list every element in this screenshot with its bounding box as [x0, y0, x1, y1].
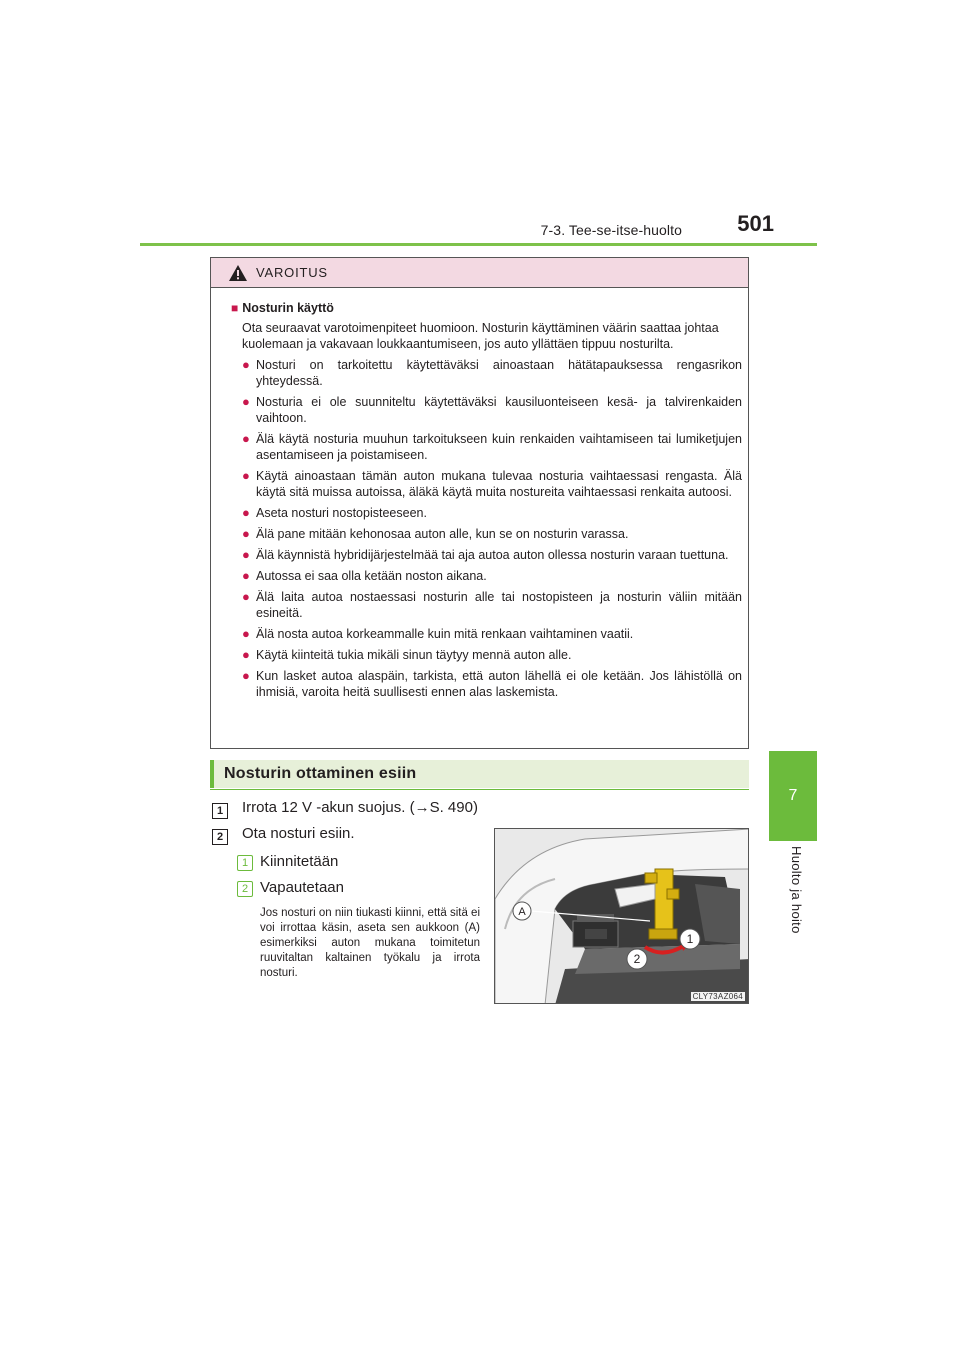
callout-1: 1 [686, 932, 694, 946]
bullet-dot-icon: ● [242, 568, 250, 583]
warning-box [210, 257, 749, 749]
callout-2: 2 [633, 952, 641, 966]
chapter-title: Huolto ja hoito [789, 846, 804, 934]
warning-triangle-icon [228, 264, 248, 282]
bullet-dot-icon: ● [242, 505, 250, 520]
section-banner [210, 760, 749, 788]
warning-header [211, 258, 748, 288]
warning-item: ● Älä nosta autoa korkeammalle kuin mitä renkaan vaihtaminen vaatii. [242, 626, 634, 641]
step-text-1: Irrota 12 V -akun suojus. (→S. 490) [242, 799, 478, 816]
warning-item: ● Nosturia ei ole suunniteltu käytettäväksi kausiluonteiseen kesä- ja talvirenkaiden vaihtoon. [242, 394, 742, 425]
warning-item: ● Nosturi on tarkoitettu käytettäväksi ainoastaan hätätapauksessa rengasrikon yhteydessä. [242, 357, 742, 388]
page-number: 501 [737, 211, 774, 236]
substep-number-1: 1 [237, 855, 253, 871]
removal-note: Jos nosturi on niin tiukasti kiinni, että sitä ei voi irrottaa käsin, aseta sen aukkoon (A) esimerkiksi auton mukana toimitetun ruuvitaltan kaltainen työkalu ja irrota nosturi. [260, 907, 480, 979]
figure-code: CLY73AZ064 [692, 992, 743, 1001]
warning-subheading [231, 300, 742, 316]
warning-subheading-text: Nosturin käyttö [242, 301, 334, 315]
warning-item: ● Aseta nosturi nostopisteeseen. [242, 505, 427, 520]
section-title: Nosturin ottaminen esiin [224, 765, 417, 782]
warning-item: ● Kun lasket autoa alaspäin, tarkista, että auton lähellä ei ole ketään. Jos lähistöllä on ihmisiä, varoita heitä suullisesti ennen alas laskemista. [242, 668, 742, 699]
warning-title: VAROITUS [256, 265, 328, 280]
square-bullet-icon: ■ [231, 301, 239, 315]
bullet-dot-icon: ● [242, 626, 250, 641]
chapter-number: 7 [788, 787, 798, 804]
bullet-dot-icon: ● [242, 589, 250, 604]
bullet-dot-icon: ● [242, 357, 250, 372]
bullet-dot-icon: ● [242, 526, 250, 541]
warning-item: ● Älä laita autoa nostaessasi nosturin alle tai nostopisteen ja nosturin väliin mitään esineitä. [242, 589, 742, 620]
warning-item: ● Käytä ainoastaan tämän auton mukana tulevaa nosturia vaihtaessasi rengasta. Älä käytä sitä muissa autoissa, äläkä käytä muita nostureita vaihtaessasi renkaita autoosi. [242, 468, 742, 499]
section-rule [210, 789, 749, 790]
warning-item: ● Älä käynnistä hybridijärjestelmää tai aja autoa auton ollessa nosturin varaan tuettuna. [242, 547, 729, 562]
jack-illustration [494, 828, 749, 1004]
warning-body [211, 288, 748, 700]
warning-item: ● Autossa ei saa olla ketään noston aikana. [242, 568, 487, 583]
section-header: 7-3. Tee-se-itse-huolto [540, 222, 682, 238]
trunk-drawing [495, 829, 749, 1004]
bullet-dot-icon: ● [242, 668, 250, 683]
bullet-dot-icon: ● [242, 547, 250, 562]
warning-list [242, 357, 742, 700]
bullet-dot-icon: ● [242, 394, 250, 409]
header-rule [140, 243, 817, 246]
chapter-tab [769, 751, 817, 841]
warning-intro: Ota seuraavat varotoimenpiteet huomioon. Nosturin käyttäminen väärin saattaa johtaa kuolemaan ja vakavaan loukkaantumiseen, jos auto yllättäen tippuu nosturilta. [242, 321, 719, 351]
warning-item: ● Käytä kiinteitä tukia mikäli sinun täytyy mennä auton alle. [242, 647, 572, 662]
bullet-dot-icon: ● [242, 468, 250, 483]
warning-item: ● Älä käytä nosturia muuhun tarkoitukseen kuin renkaiden vaihtamiseen tai lumiketjujen asentamiseen ja poistamiseen. [242, 431, 742, 462]
bullet-dot-icon: ● [242, 647, 250, 662]
substep-text-2: Vapautetaan [260, 879, 344, 896]
step-number-1: 1 [212, 803, 228, 819]
substep-number-2: 2 [237, 881, 253, 897]
warning-item: ● Älä pane mitään kehonosaa auton alle, kun se on nosturin varassa. [242, 526, 629, 541]
step-number-2: 2 [212, 829, 228, 845]
substep-text-1: Kiinnitetään [260, 853, 339, 870]
callout-a: A [518, 906, 526, 918]
step-text-2: Ota nosturi esiin. [242, 825, 355, 842]
bullet-dot-icon: ● [242, 431, 250, 446]
